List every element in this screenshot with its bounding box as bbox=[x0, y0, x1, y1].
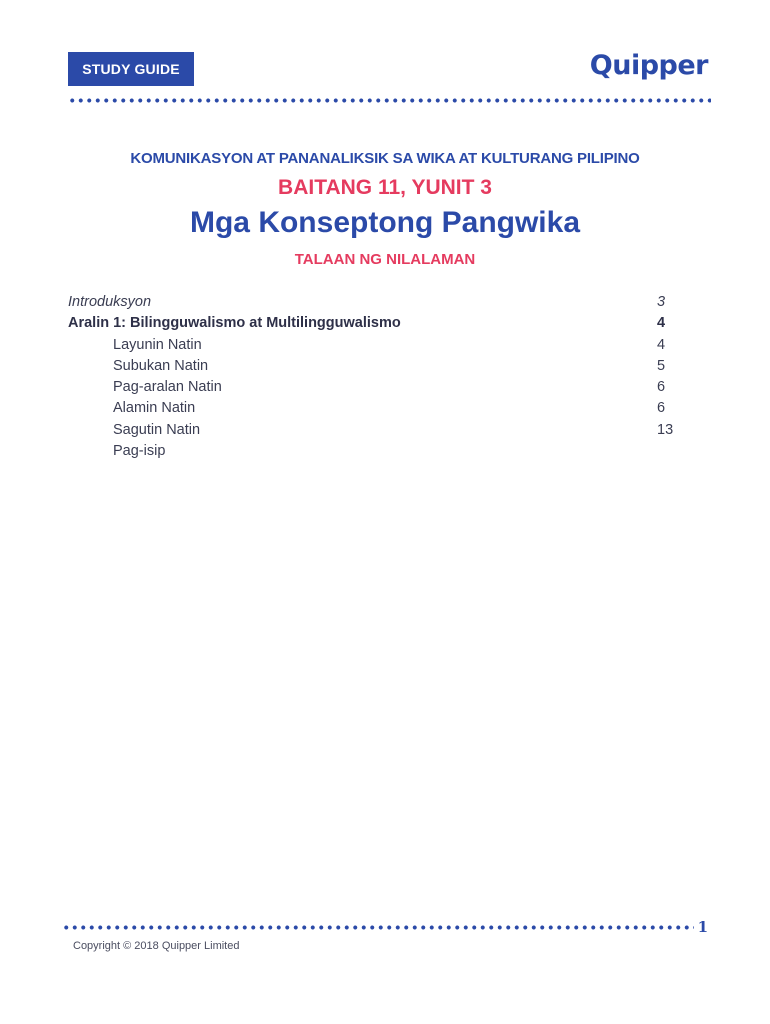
page-title: Mga Konseptong Pangwika bbox=[189, 206, 581, 239]
toc-entry-page: 6 bbox=[657, 379, 666, 396]
toc-entry-label: Aralin 1: Bilingguwalismo at Multilingguwalismo bbox=[68, 315, 401, 332]
toc-entry-page: 4 bbox=[657, 336, 666, 353]
toc-entry-page: 3 bbox=[657, 294, 666, 310]
toc-entry-introduksyon[interactable] bbox=[68, 292, 668, 313]
toc-entry-label: Alamin Natin bbox=[113, 400, 196, 417]
toc-entry-pag-isip[interactable] bbox=[68, 441, 668, 462]
page-number: 1 bbox=[697, 918, 708, 936]
toc-entry-page: 5 bbox=[657, 357, 666, 374]
quipper-logo: Quipper bbox=[589, 50, 708, 81]
toc-entry-layunin-natin[interactable] bbox=[68, 335, 668, 356]
toc-entry-page: 13 bbox=[657, 421, 674, 438]
toc-entry-label: Subukan Natin bbox=[113, 357, 209, 374]
toc-entry-label: Sagutin Natin bbox=[113, 421, 201, 438]
toc-entry-alamin-natin[interactable] bbox=[68, 398, 668, 419]
toc-entry-subukan-natin[interactable] bbox=[68, 356, 668, 377]
toc-entry-label: Pag-aralan Natin bbox=[113, 379, 222, 396]
toc-entry-pag-aralan-natin[interactable] bbox=[68, 377, 668, 398]
study-guide-badge: STUDY GUIDE bbox=[68, 52, 194, 86]
copyright-notice: Copyright © 2018 Quipper Limited bbox=[73, 940, 240, 952]
table-of-contents bbox=[68, 292, 674, 462]
subject-title: KOMUNIKASYON AT PANANALIKSIK SA WIKA AT KULTURANG PILIPINO bbox=[130, 150, 640, 167]
toc-entry-label: Introduksyon bbox=[68, 294, 152, 310]
footer-dotted-divider bbox=[62, 925, 694, 930]
toc-entry-page: 4 bbox=[657, 315, 666, 332]
grade-unit: BAITANG 11, YUNIT 3 bbox=[278, 176, 492, 199]
toc-entry-label: Layunin Natin bbox=[113, 336, 202, 353]
toc-heading: TALAAN NG NILALAMAN bbox=[294, 251, 476, 268]
toc-entry-label: Pag-isip bbox=[113, 443, 166, 460]
header-dotted-divider bbox=[68, 98, 711, 103]
toc-entry-aralin-1[interactable] bbox=[68, 313, 668, 334]
toc-entry-sagutin-natin[interactable] bbox=[68, 420, 674, 441]
toc-entry-page: 6 bbox=[657, 400, 666, 417]
